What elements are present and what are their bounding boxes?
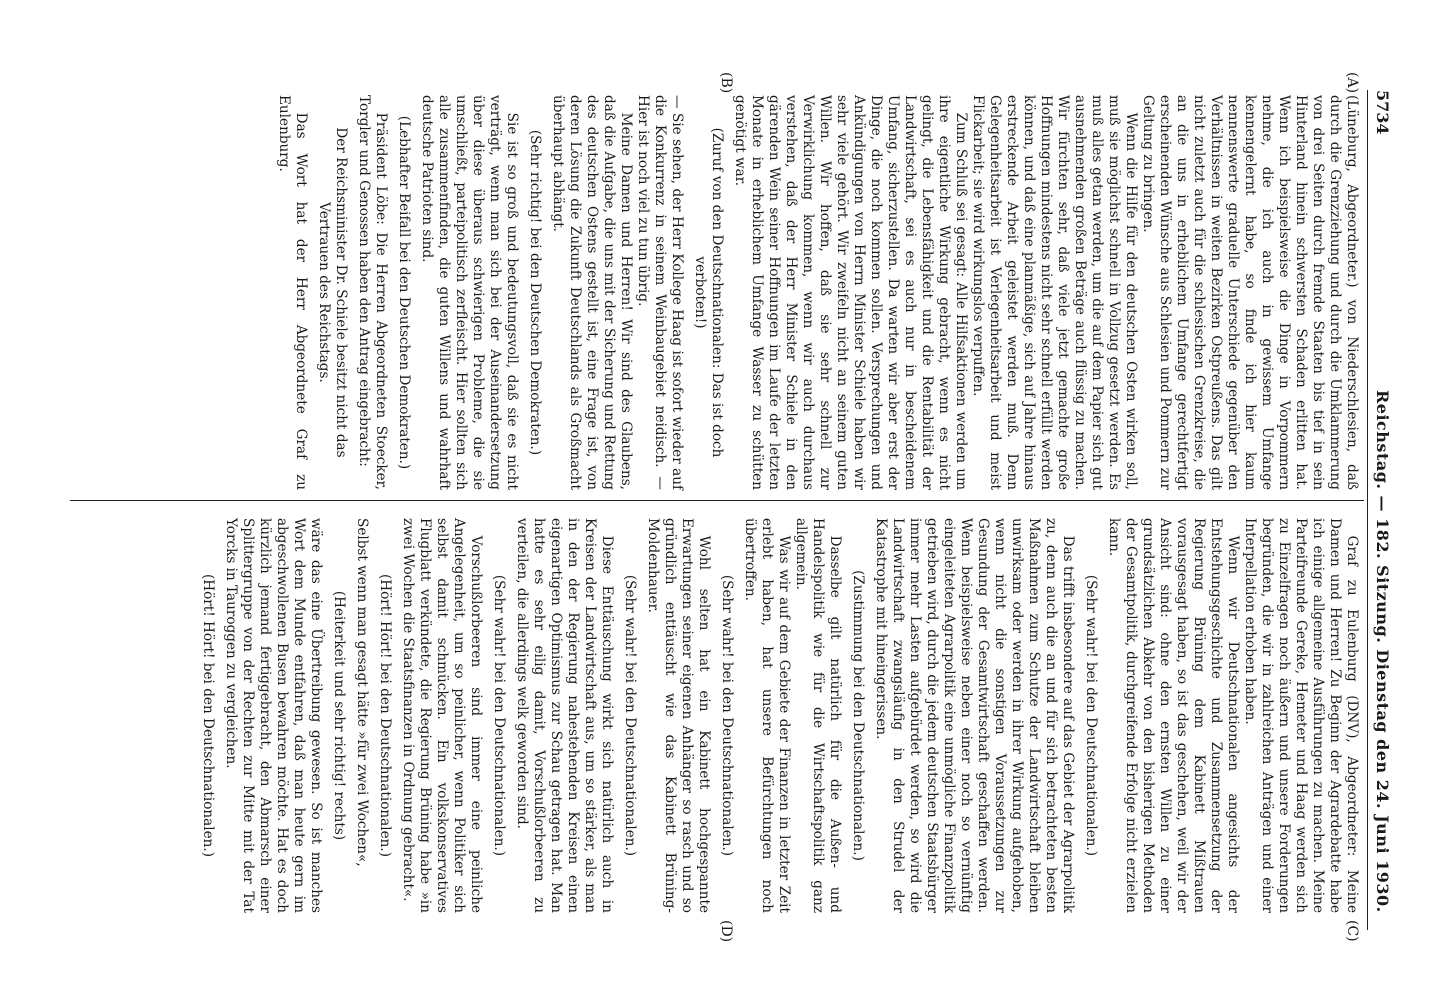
column-divider [70,500,1364,501]
left-column [275,95,1360,490]
margin-marker-d: (D) [718,920,734,943]
paragraph: Was wir auf dem Gebiete der Finanzen in letzter Zeit erlebt haben, hat unsere Befürchtungen noch übertroffen. [742,518,792,913]
paragraph: Wohl selten hat ein Kabinett hochgespannte Erwartungen seiner eigenen Anhänger so rasch und so gründlich enttäuscht wie das Kabinett Brüning-Moldenhauer. [645,518,712,913]
paragraph: — Sie sehen, der Herr Kollege Haag ist sofort wieder auf die Konkurrenz in seinem Weinbaugebiet neidisch. — Hier ist noch viel zu tun übrig. [635,95,685,490]
paragraph: wäre das eine Übertreibung gewesen. So ist manches Wort dem Munde entfahren, daß man heute gern im abgeschwollenen Busen bewahren möchte. Hat es doch kürzlich jemand fertiggebracht, den Abmarsch einer Splittergruppe von der Rechten zur Mitte mit der Tat Yorcks in Tauroggen zu vergleichen. [223,518,324,913]
paragraph: Zum Schluß sei gesagt: Alle Hilfsaktionen werden um ihre eigentliche Wirkung gebracht, wenn es nicht gelingt, die Lebensfähigkeit und die Rentabilität der Landwirtschaft, sei es auch nur in bescheidenem Umfang, sicherzustellen. Da warten wir aber erst der Dinge, die noch kommen sollen. Versprechungen und Ankündigungen von Herrn Minister Schiele haben wir sehr viele gehört. Wir zweifeln nicht an seinem guten Willen. Wir hoffen, daß sie sehr schnell zur Verwirklichung kommen, wenn wir auch durchaus verstehen, daß der Herr Minister Schiele in den gärenden Wein seiner Hoffnungen im Laufe der letzten Monate in erheblichem Umfange Wasser zu schütten genötigt war. [732,95,969,490]
page-number: 5734 [1373,90,1392,135]
margin-marker-c: (C) [1344,920,1360,942]
right-column [193,518,1360,913]
paragraph: Graf zu Eulenburg (DNV), Abgeordneter: Meine Damen und Herren! Zu Beginn der Agrardebatte habe ich einige allgemeine Ausführungen zu machen. Meine Parteifreunde Gereke, Hemeter und Haag werden sich zu Einzelfragen noch äußern und unsere Forderungen begründen, die wir in zahlreichen Anträgen und einer Interpellation erhoben haben. [1242,518,1360,913]
paragraph: (Lüneburg, Abgeordneter.) von Niederschlesien, daß durch die Grenzziehung und durch die Umklammerung von drei Seiten durch fremde Staaten bis tief in sein Hinterland hinein schwersten Schaden erlitten hat. Wenn ich beispielsweise die Dinge in Vorpommern nehme, die ich auch in gewissem Umfange kennengelernt habe, so finde ich hier kaum nennenswerte graduelle Unterschiede gegenüber den Verhältnissen in weiten Bezirken Ostpreußens. Das gilt nicht zuletzt auch für die schlesischen Grenzkreise, die an die uns in erheblichem Umfange gerechtfertigt erscheinenden Wünsche aus Schlesien und Pommern zur Geltung zu bringen. [1140,95,1360,490]
interjection: (Zustimmung bei den Deutschnationalen.) [850,570,866,861]
interjection: (Heiterkeit und sehr richtig! rechts) [331,590,347,841]
paragraph: Selbst wenn man gesagt hätte »für zwei Wochen«, [354,518,370,867]
paragraph: Das trifft insbesondere auf das Gebiet der Agrarpolitik zu, denn auch die an und für sich betrachteten besten Maßnahmen zum Schutze der Landwirtschaft bleiben unwirksam oder werden in ihrer Wirkung aufgehoben, wenn nicht die sonstigen Voraussetzungen zur Gesundung der Gesamtwirtschaft geschaffen werden. Wenn beispielsweise neben einer noch so vernünftig eingeleiteten Agrarpolitik eine unmögliche Finanzpolitik getrieben wird, durch die jedem deutschen Staatsbürger immer mehr Lasten aufgebürdet werden, so wird die Landwirtschaft zwangsläufig in den Strudel der Katastrophe mit hineingerissen. [873,518,1076,913]
paragraph: Wenn die Hilfe für den deutschen Osten wirken soll, muß sie möglichst schnell in Vollzug gesetzt werden. Es muß alles getan werden, um die auf dem Papier sich gut ausnehmenden großen Beträge auch flüssig zu machen. Wir fürchten sehr, daß viele jetzt gemachte große Hoffnungen mindestens nicht sehr schnell erfüllt werden können, und daß eine planmäßige, sich auf Jahre hinaus erstreckende Arbeit geleistet werden muß. Denn Gelegenheitsarbeit ist Verlegenheitsarbeit und meist Flickarbeit; sie wird wirkungslos verpuffen. [970,95,1139,490]
interjection: (Sehr wahr! bei den Deutschnationalen.) [491,574,507,857]
page-header [1370,90,1392,930]
paragraph: Wenn wir Deutschnationalen angesichts der Entstehungsgeschichte und Zusammensetzung der Regierung Brüning dem Kabinett Mißtrauen vorausgesagt haben, so ist das geschehen, weil wir der Ansicht sind: ohne den ernsten Willen zu einer grundsätzlichen Abkehr von den bisherigen Methoden der Gesamtpolitik, durchgreifende Erfolge nicht erzielen kann. [1106,518,1241,913]
paragraph: Sie ist so groß und bedeutungsvoll, daß sie es nicht verträgt, wenn man sich bei der Auseinandersetzung über diese überaus schwierigen Probleme, die sie umschließt, parteipolitisch zerfleischt. Hier sollten sich alle zusammenfinden, die guten Willens und wahrhaft deutsche Patrioten sind. [419,95,520,490]
paragraph: Dasselbe gilt natürlich für die Außen- und Handelspolitik wie für die Wirtschaftspolitik ganz allgemein. [793,518,843,913]
margin-marker-b: (B) [718,72,734,94]
interjection: (Lebhafter Beifall bei den Deutschen Demokraten.) [396,115,412,470]
paragraph: Präsident Löbe: Die Herren Abgeordneten Stoecker, Torgler und Genossen haben den Antrag eingebracht: [356,95,389,490]
paragraph: Das Wort hat der Herr Abgeordnete Graf zu Eulenburg. [276,95,309,490]
interjection: (Sehr wahr! bei den Deutschnationalen.) [1083,574,1099,857]
interjection: (Hört! Hört! bei den Deutschnationalen.) [377,573,393,858]
page-title: Reichstag. — 182. Sitzung. Dienstag den 24. Juni 1930. [1373,390,1392,913]
interjection: (Zuruf von den Deutschnationalen: Das ist doch verboten!) [692,127,725,458]
interjection: (Sehr wahr! bei den Deutschnationalen.) [719,574,735,857]
header-rule [1367,90,1368,930]
interjection: Der Reichsminister Dr. Schiele besitzt nicht das Vertrauen des Reichstags. [316,127,349,458]
paragraph: Meine Damen und Herren! Wir sind des Glaubens, daß die Aufgabe, die uns mit der Sicherung und Rettung des deutschen Ostens gestellt ist, eine Frage ist, von deren Lösung die Zukunft Deutschlands als Großmacht überhaupt abhängt. [550,95,634,490]
paragraph: Vorschußlorbeeren sind immer eine peinliche Angelegenheit, um so peinlicher, wenn Politiker sich selbst damit schmücken. Ein volkskonservatives Flugblatt verkündete, die Regierung Brüning habe »in zwei Wochen die Staatsfinanzen in Ordnung gebracht«. [400,518,484,913]
interjection: (Hört! Hört! bei den Deutschnationalen.) [200,573,216,858]
interjection: (Sehr wahr! bei den Deutschnationalen.) [622,574,638,857]
margin-marker-a: (A) [1344,72,1360,94]
interjection: (Sehr richtig! bei den Deutschen Demokraten.) [527,129,543,456]
paragraph: Diese Enttäuschung wirkt sich natürlich auch in Kreisen der Landwirtschaft aus, um so stärker, als man in den der Regierung nahestehenden Kreisen einen eigenartigen Optimismus zur Schau getragen hat. Man hatte es sehr eilig damit, Vorschußlorbeeren zu verteilen, die allerdings welk geworden sind. [514,518,615,913]
